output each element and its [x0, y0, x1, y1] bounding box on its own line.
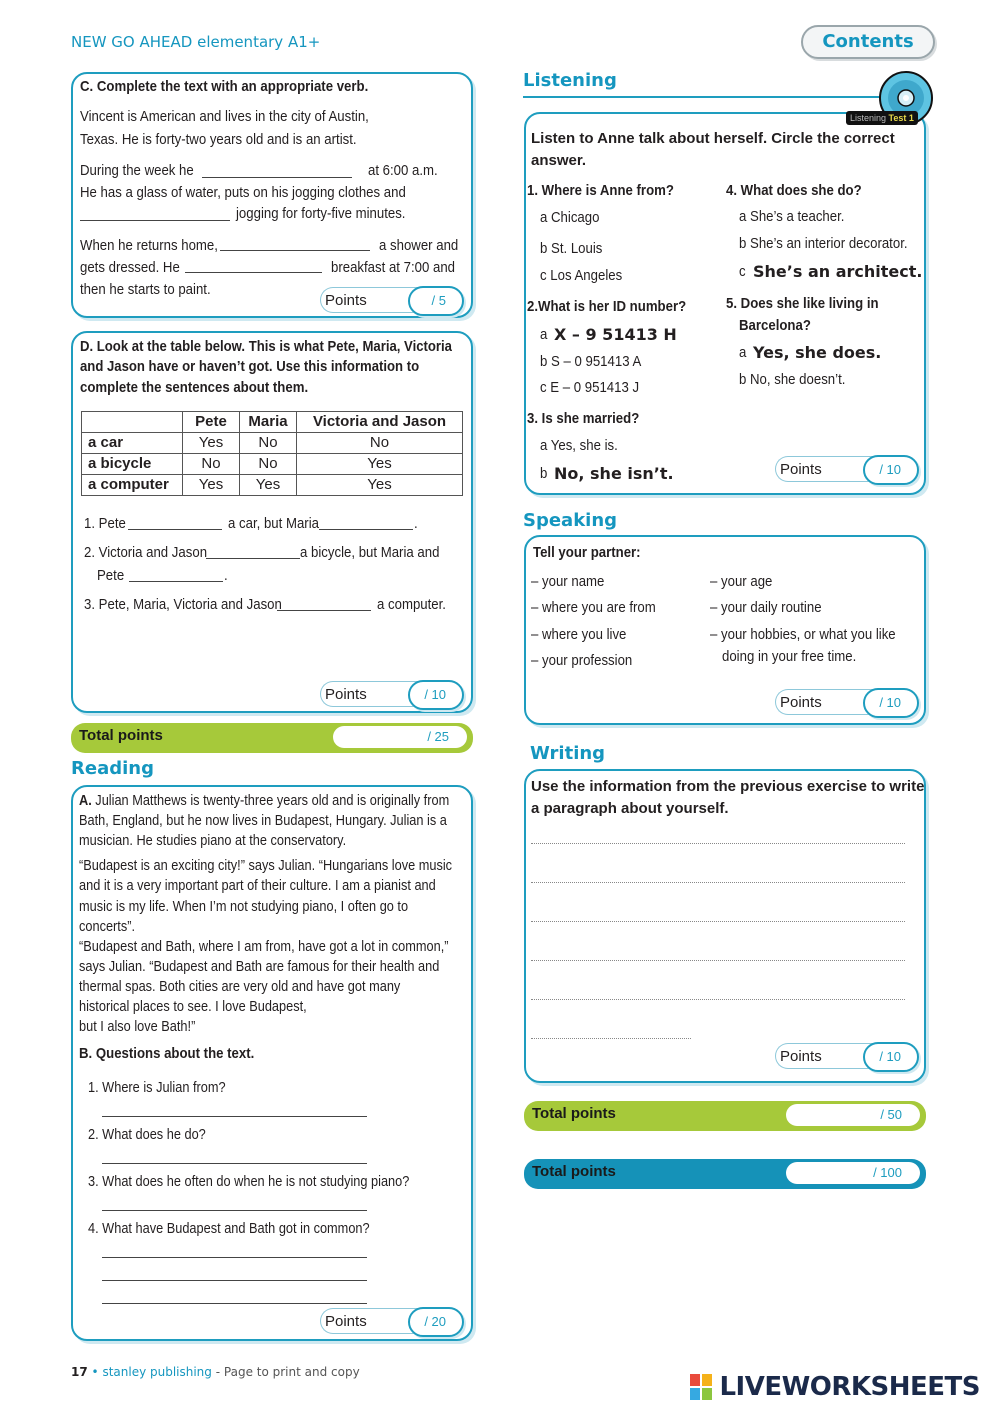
points-input[interactable]: / 10 — [863, 688, 919, 718]
blank-line[interactable] — [80, 220, 230, 221]
section-c-instruction: C. Complete the text with an appropriate verb. — [80, 78, 369, 95]
speaking-heading: Speaking — [523, 510, 618, 531]
cd-label — [846, 111, 918, 125]
writing-line[interactable] — [531, 843, 905, 844]
logo-text: LIVEWORKSHEETS — [719, 1372, 980, 1402]
reading-text: and it is a very important part of their culture. I am a pianist and — [79, 878, 436, 894]
option-letter: b — [540, 465, 548, 482]
table-cell: No — [240, 454, 297, 475]
points-input[interactable]: / 20 — [408, 1307, 464, 1337]
points-input[interactable]: / 10 — [863, 455, 919, 485]
section-c-text: at 6:00 a.m. — [368, 162, 438, 179]
sentence-text: Pete — [97, 567, 125, 584]
section-c-text: Vincent is American and lives in the city of Austin, — [80, 108, 369, 125]
table-cell: No — [183, 454, 240, 475]
table-cell: Yes — [297, 454, 463, 475]
writing-line[interactable] — [531, 882, 905, 883]
blank-line[interactable] — [128, 529, 222, 530]
question-text: 4. What have Budapest and Bath got in common? — [88, 1221, 370, 1237]
points-label: Points — [320, 287, 420, 313]
question-text: 5. Does she like living in — [726, 295, 879, 312]
option-c[interactable]: c E – 0 951413 J — [540, 379, 640, 396]
reading-text: but I also love Bath!” — [79, 1019, 196, 1035]
sentence-text: . — [414, 515, 418, 532]
table-row — [82, 475, 463, 496]
table-header-cell — [82, 412, 183, 433]
listening-instruction: answer. — [531, 152, 587, 169]
table-cell: No — [240, 433, 297, 454]
reading-text: concerts”. — [79, 919, 136, 935]
table-cell: a car — [82, 433, 183, 454]
table-cell: a bicycle — [82, 454, 183, 475]
points-input[interactable]: / 5 — [408, 286, 464, 316]
writing-instruction: Use the information from the previous exercise to write — [531, 778, 925, 795]
table-cell: Yes — [183, 475, 240, 496]
answer-circled[interactable]: She’s an architect. — [753, 262, 923, 281]
logo-icon — [690, 1374, 712, 1400]
sentence-text: . — [224, 567, 228, 584]
reading-text: “Budapest is an exciting city!” says Julian. “Hungarians love music — [79, 858, 453, 874]
speaking-item: – your daily routine — [710, 599, 822, 616]
speaking-item: – where you live — [531, 626, 627, 643]
speaking-item: doing in your free time. — [722, 648, 857, 665]
section-c-text: jogging for forty-five minutes. — [236, 205, 406, 222]
option-b[interactable] — [540, 463, 547, 485]
section-d-instruction: D. Look at the table below. This is what Pete, Maria, Victoria — [80, 338, 452, 355]
option-c[interactable]: c Los Angeles — [540, 267, 623, 284]
points-input[interactable]: / 10 — [408, 680, 464, 710]
grand-total-bar — [524, 1159, 926, 1189]
reading-text: thermal spas. Both cities are very old and have got many — [79, 979, 401, 995]
points-c — [320, 287, 464, 315]
table-row — [82, 454, 463, 475]
writing-line[interactable] — [531, 921, 905, 922]
option-letter: a — [739, 344, 747, 361]
reading-text: musician. He studies piano at the conservatory. — [79, 833, 347, 849]
section-d-instruction: complete the sentences about them. — [80, 379, 309, 396]
option-a[interactable]: a Yes, she is. — [540, 437, 618, 454]
question-text: 2.What is her ID number? — [527, 298, 687, 315]
question-text: 1. Where is Julian from? — [88, 1080, 226, 1096]
question-text: 3. Is she married? — [527, 410, 640, 427]
answer-circled[interactable]: X – 9 51413 H — [554, 325, 677, 344]
points-label: Points — [775, 456, 875, 482]
answer-line[interactable] — [102, 1303, 367, 1304]
points-listening — [775, 456, 919, 484]
blank-line[interactable] — [319, 529, 413, 530]
writing-instruction: a paragraph about yourself. — [531, 800, 729, 817]
sentence-text: 3. Pete, Maria, Victoria and Jason — [84, 596, 282, 613]
reading-heading: Reading — [71, 758, 154, 779]
table-header-cell: Maria — [240, 412, 297, 433]
section-c-text: During the week he — [80, 162, 194, 179]
reading-text: “Budapest and Bath, where I am from, have got a lot in common,” — [79, 939, 449, 955]
reading-b-heading: B. Questions about the text. — [79, 1045, 255, 1062]
blank-line[interactable] — [220, 250, 370, 251]
total-points-value[interactable]: / 100 — [786, 1162, 920, 1184]
speaking-item: – your name — [531, 573, 605, 590]
points-input[interactable]: / 10 — [863, 1042, 919, 1072]
publisher-name: stanley publishing — [102, 1365, 212, 1379]
option-a[interactable] — [540, 324, 547, 346]
section-d-instruction: and Jason have or haven’t got. Use this information to — [80, 358, 420, 375]
option-b[interactable]: b S – 0 951413 A — [540, 353, 642, 370]
section-c-text: When he returns home, — [80, 237, 218, 254]
option-a[interactable] — [739, 342, 746, 364]
total-points-value[interactable]: / 25 — [333, 726, 467, 748]
option-b[interactable]: b She’s an interior decorator. — [739, 235, 908, 252]
points-label: Points — [775, 1043, 875, 1069]
blank-line[interactable] — [202, 177, 352, 178]
table-row — [82, 433, 463, 454]
option-a[interactable]: a She’s a teacher. — [739, 208, 845, 225]
answer-line[interactable] — [102, 1257, 367, 1258]
section-c-text: breakfast at 7:00 and — [331, 259, 456, 276]
reading-text: says Julian. “Budapest and Bath are famous for their health and — [79, 959, 440, 975]
sentence-text: a car, but Maria — [228, 515, 319, 532]
points-d — [320, 681, 464, 709]
blank-line[interactable] — [277, 610, 371, 611]
option-b[interactable]: b No, she doesn’t. — [739, 371, 846, 388]
section-c-text: gets dressed. He — [80, 259, 180, 276]
points-label: Points — [775, 689, 875, 715]
option-letter: c — [739, 263, 746, 280]
option-b[interactable]: b St. Louis — [540, 240, 603, 257]
total-points-value[interactable]: / 50 — [786, 1104, 920, 1126]
sentence-text: 2. Victoria and Jason — [84, 544, 208, 561]
sentence-text: 1. Pete — [84, 515, 126, 532]
table-cell: a computer — [82, 475, 183, 496]
blank-line[interactable] — [206, 558, 300, 559]
blank-line[interactable] — [185, 272, 322, 273]
answer-line[interactable] — [102, 1280, 367, 1281]
total-points-label: Total points — [79, 727, 163, 744]
question-text: 2. What does he do? — [88, 1127, 206, 1143]
speaking-item: – your age — [710, 573, 773, 590]
reading-text: Bath, England, but he now lives in Budapest, Hungary. Julian is a — [79, 813, 447, 829]
cd-label-a: Listening — [850, 113, 887, 123]
answer-circled[interactable]: No, she isn’t. — [554, 464, 674, 483]
answer-line[interactable] — [102, 1163, 367, 1164]
have-got-table — [81, 411, 463, 496]
option-a[interactable]: a Chicago — [540, 209, 600, 226]
footer-note: - Page to print and copy — [215, 1365, 360, 1379]
writing-heading: Writing — [530, 743, 606, 764]
question-text: 3. What does he often do when he is not studying piano? — [88, 1174, 410, 1190]
title-underline — [523, 96, 883, 98]
table-header-cell: Victoria and Jason — [297, 412, 463, 433]
answer-circled[interactable]: Yes, she does. — [753, 343, 882, 362]
table-cell: Yes — [183, 433, 240, 454]
answer-line[interactable] — [102, 1116, 367, 1117]
section-c-text: Texas. He is forty-two years old and is an artist. — [80, 131, 357, 148]
page-footer — [71, 1365, 360, 1379]
book-title: NEW GO AHEAD elementary A1+ — [71, 33, 321, 51]
writing-line[interactable] — [531, 999, 905, 1000]
question-text: 1. Where is Anne from? — [527, 182, 674, 199]
section-c-text: a shower and — [379, 237, 459, 254]
cd-label-b: Test 1 — [888, 113, 914, 123]
option-letter: a — [540, 326, 548, 343]
table-header-cell: Pete — [183, 412, 240, 433]
speaking-item: – your profession — [531, 652, 633, 669]
writing-line[interactable] — [531, 1038, 691, 1039]
sentence-text: a computer. — [377, 596, 446, 613]
total-points-bar — [524, 1101, 926, 1131]
table-cell: Yes — [240, 475, 297, 496]
listening-heading: Listening — [523, 70, 617, 91]
total-points-label: Total points — [532, 1105, 616, 1122]
reading-text — [79, 791, 449, 811]
answer-line[interactable] — [102, 1210, 367, 1211]
points-reading — [320, 1308, 464, 1336]
sentence-text: a bicycle, but Maria and — [300, 544, 440, 561]
points-label: Points — [320, 681, 420, 707]
speaking-item: – where you are from — [531, 599, 656, 616]
option-c[interactable] — [739, 261, 746, 283]
contents-button[interactable]: Contents — [801, 25, 935, 59]
question-text: Barcelona? — [739, 317, 811, 334]
liveworksheets-logo[interactable] — [690, 1372, 980, 1408]
speaking-item: – your hobbies, or what you like — [710, 626, 896, 643]
question-text: 4. What does she do? — [726, 182, 862, 199]
footer-dot: • — [91, 1365, 99, 1379]
total-points-bar — [71, 723, 473, 753]
reading-text: historical places to see. I love Budapest, — [79, 999, 307, 1015]
total-points-label: Total points — [532, 1163, 616, 1180]
writing-line[interactable] — [531, 960, 905, 961]
speaking-instruction: Tell your partner: — [533, 544, 641, 561]
reading-text: music is my life. When I’m not studying piano, I often go to — [79, 899, 409, 915]
table-header-row — [82, 412, 463, 433]
reading-line: Julian Matthews is twenty-three years old and is originally from — [95, 793, 450, 809]
blank-line[interactable] — [129, 581, 223, 582]
page-number: 17 — [71, 1365, 88, 1379]
points-speaking — [775, 689, 919, 717]
points-writing — [775, 1043, 919, 1071]
points-label: Points — [320, 1308, 420, 1334]
reading-a-label: A. — [79, 793, 92, 809]
section-c-text: He has a glass of water, puts on his jogging clothes and — [80, 184, 406, 201]
listening-instruction: Listen to Anne talk about herself. Circle the correct — [531, 130, 895, 147]
table-cell: No — [297, 433, 463, 454]
table-cell: Yes — [297, 475, 463, 496]
section-c-text: then he starts to paint. — [80, 281, 211, 298]
